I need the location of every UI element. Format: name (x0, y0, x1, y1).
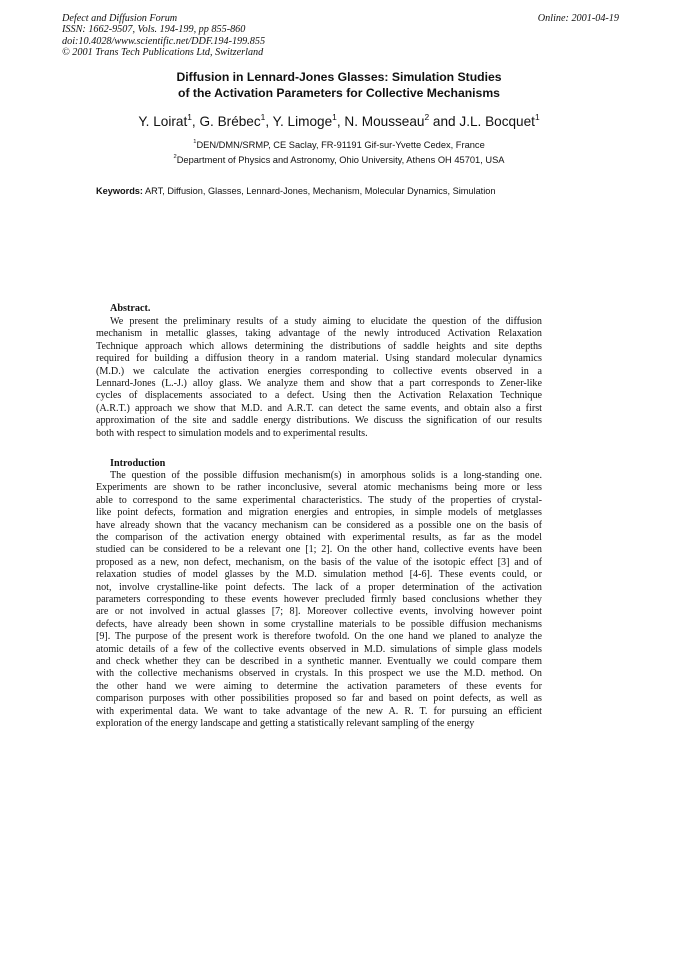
keywords (96, 186, 496, 197)
author-name: J.L. Bocquet (459, 114, 535, 129)
affiliation (0, 155, 678, 166)
author-affiliation-mark: 1 (332, 111, 337, 122)
affiliation-text: DEN/DMN/SRMP, CE Saclay, FR-91191 Gif-sur-Yvette Cedex, France (196, 140, 485, 150)
affiliation-text: Department of Physics and Astronomy, Ohio University, Athens OH 45701, USA (176, 155, 505, 165)
journal-name: Defect and Diffusion Forum (62, 13, 178, 24)
journal-doi: doi:10.4028/www.scientific.net/DDF.194-199.855 (62, 35, 266, 47)
text-line: with experimental data. We want to take advantage of the new A. R. T. for pursuing an efficient (96, 705, 542, 717)
text-line: studied can be considered to be a relevant one [1; 2]. On the other hand, collective events have been (96, 544, 542, 556)
title-line: of the Activation Parameters for Collective Mechanisms (178, 85, 500, 100)
title-line: Diffusion in Lennard-Jones Glasses: Simulation Studies (176, 70, 502, 84)
keywords-text: ART, Diffusion, Glasses, Lennard-Jones, Mechanism, Molecular Dynamics, Simulation (145, 186, 496, 196)
author-list (0, 111, 678, 130)
affiliation-number: 2 (173, 154, 177, 161)
text-line: We present the preliminary results of a study aiming to elucidate the question of the diffusion (110, 316, 542, 327)
text-line: (A.R.T.) approach we show that M.D. and A.R.T. can detect the same events, and obtain also a first (96, 402, 542, 414)
journal-info (62, 13, 265, 59)
author-affiliation-mark: 2 (424, 111, 430, 122)
text-line: able to correspond to the same experimental characteristics. The study of the properties of crystal- (96, 494, 542, 506)
text-line: The question of the possible diffusion mechanism(s) in amorphous solids is a long-standing one. (110, 470, 542, 481)
text-line: Technique approach which allows determining the distributions of saddle heights and site depths (96, 340, 542, 352)
text-line: with the collective mechanisms observed in crystals. In this prospect we use the M.D. method. On (96, 668, 542, 680)
text-line: defects, have already been shown in some crystalline materials to be possible diffusion mechanisms (96, 618, 542, 630)
text-line: exploration of the energy landscape and getting a statistically relevant sampling of the energy (96, 718, 475, 729)
author-name: N. Mousseau (344, 114, 425, 129)
text-line: Lennard-Jones (L.-J.) alloy glass. We analyze them and show that a part corresponds to Zener-like (96, 378, 542, 389)
text-line: the other hand we were aiming to determine the activation parameters of these events for (96, 680, 542, 692)
text-line: the comparison of the activation energy obtained with experimental results, as far as the model (96, 532, 542, 543)
journal-copyright: © 2001 Trans Tech Publications Ltd, Switzerland (62, 47, 264, 59)
keywords-label: Keywords: (96, 186, 143, 196)
paper-title (0, 70, 678, 101)
text-line: and check whether they can be described in a synthetic manner. Eventually we could compare them (96, 656, 542, 667)
text-line: (M.D.) we calculate the activation energies corresponding to collective events observed in a (96, 365, 542, 377)
affiliation-number: 1 (193, 139, 197, 146)
text-line: [9]. The purpose of the present work is therefore twofold. On the one hand we planed to analyze the (96, 631, 542, 643)
author-affiliation-mark: 1 (260, 111, 266, 122)
author-name: G. Brébec (199, 114, 261, 129)
text-line: Experiments are shown to be rather inconclusive, several atomic mechanisms being more or less (96, 482, 542, 494)
text-line: comparison purposes with other possibilities proposed so far and based on point defects, as well as (96, 693, 542, 705)
author-name: Y. Loirat (138, 114, 188, 129)
text-line: are or not involved in actual glasses [7; 8]. Moreover collective events, involving however point (96, 606, 542, 618)
author-separator: and (429, 114, 460, 129)
journal-issn: ISSN: 1662-9507, Vols. 194-199, pp 855-860 (62, 24, 246, 36)
text-line: not, involve crystalline-like point defects. The lack of a proper determination of the activation (96, 581, 542, 593)
text-line: atomic details of a few of the collective events observed in M.D. simulations of simple glass models (96, 643, 542, 655)
author-separator: , (191, 114, 200, 129)
text-line: cycles of displacements associated to a defect. Using then the Activation Relaxation Technique (96, 390, 542, 402)
text-line: like point defects, formation and migration energies and entropies, in simple models of metglasses (96, 507, 542, 519)
abstract-heading: Abstract. (110, 303, 151, 314)
online-date: Online: 2001-04-19 (537, 13, 619, 24)
text-line: approximation of the site and saddle energy distributions. We discuss the signification of our results (96, 415, 542, 427)
author-affiliation-mark: 1 (187, 111, 192, 122)
author-name: Y. Limoge (272, 114, 333, 129)
author-separator: , (336, 114, 345, 129)
author-separator: , (265, 114, 273, 129)
text-line: relaxation studies of model glasses by the M.D. simulation method [4-6]. These events could, or (96, 569, 542, 581)
text-line: parameters corresponding to these events however precluded firmly based conclusions whether they (96, 594, 542, 605)
text-line: have already shown that the vacancy mechanism can be considered as a possible one on the basis of (96, 519, 542, 531)
affiliation (0, 140, 678, 151)
text-line: both with respect to simulation models and to experimental results. (96, 427, 368, 439)
text-line: proposed as a new, non defect, mechanism, on the basis of the value of the isotopic effect [3] and of (96, 556, 542, 568)
text-line: mechanism in metallic glasses, taking advantage of the newly introduced Activation Relaxation (96, 328, 542, 340)
introduction-heading: Introduction (110, 458, 166, 469)
author-affiliation-mark: 1 (534, 111, 540, 122)
text-line: required for building a diffusion theory in a random material. Using standard molecular dynamics (96, 353, 542, 365)
